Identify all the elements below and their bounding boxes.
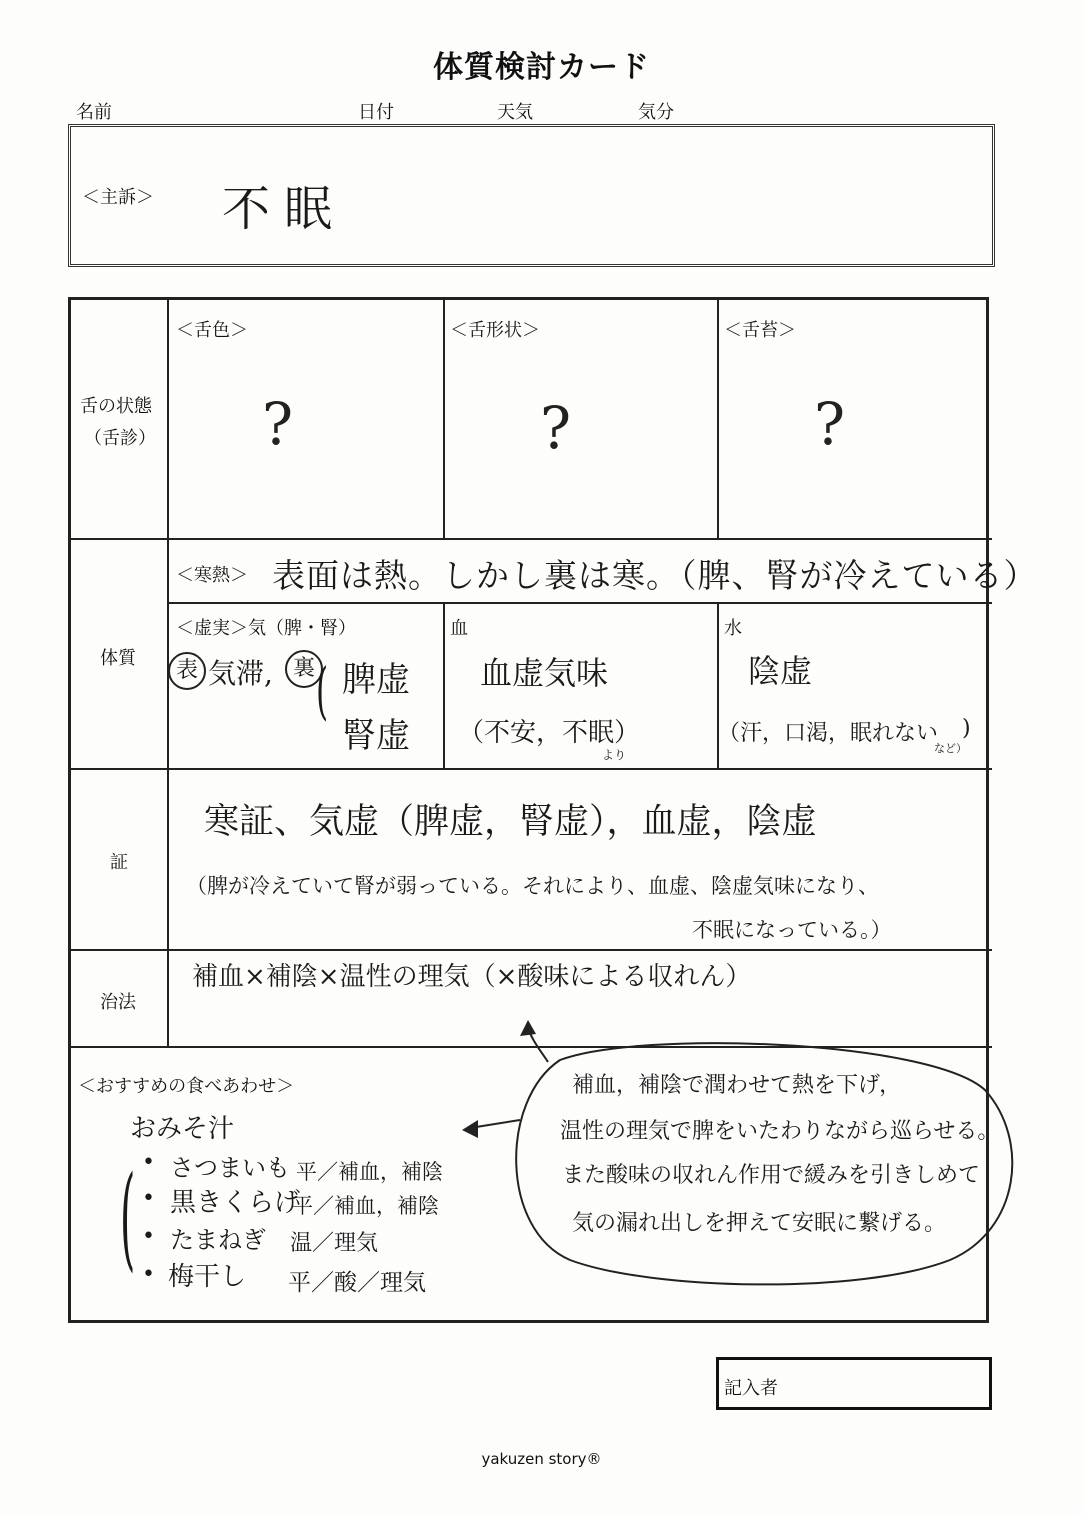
- ki-kidney: 腎虚: [342, 716, 410, 756]
- chief-complaint-value: 不眠: [222, 181, 347, 237]
- food-item-props: 平／補血，補陰: [292, 1194, 439, 1218]
- weather-label: 天気: [497, 102, 533, 123]
- diagnosis-note-2: 不眠になっている。）: [692, 918, 892, 942]
- date-label: 日付: [358, 102, 394, 123]
- blood-note: （不安，不眠）: [458, 718, 641, 748]
- water-note: （汗，口渇，眠れない: [718, 721, 939, 746]
- ki-bracket-icon: (: [316, 654, 329, 727]
- recorder-label: 記入者: [724, 1378, 778, 1399]
- arrow-up-icon: [520, 1020, 536, 1036]
- tongue-shape-label: ＜舌形状＞: [450, 320, 540, 341]
- bubble-line: 気の漏れ出しを押えて安眠に繋げる。: [572, 1211, 947, 1236]
- treatment-row-label: 治法: [100, 992, 136, 1013]
- food-item-name: たまねぎ: [170, 1226, 266, 1254]
- water-note-small: など）: [934, 742, 967, 755]
- tongue-row-sublabel: （舌診）: [84, 428, 156, 449]
- form-title: 体質検討カード: [433, 50, 650, 85]
- water-value: 陰虚: [748, 652, 813, 690]
- ki-ura-circled: 裏: [285, 650, 323, 688]
- footer-brand: yakuzen story®: [481, 1450, 602, 1468]
- bubble-line: 温性の理気で脾をいたわりながら巡らせる。: [560, 1119, 1000, 1144]
- ki-stagnation: 気滞,: [208, 657, 273, 690]
- water-note-close: ): [962, 716, 971, 741]
- arrow-left-icon: [462, 1120, 478, 1138]
- bubble-line: また酸味の収れん作用で緩みを引きしめて: [562, 1163, 981, 1188]
- mood-label: 気分: [638, 102, 674, 123]
- constitution-row-label: 体質: [100, 648, 136, 669]
- chief-complaint-label: ＜主訴＞: [82, 187, 154, 208]
- tongue-row-label: 舌の状態: [80, 396, 152, 417]
- kyojitsu-label: ＜虚実＞気（脾・腎）: [176, 618, 356, 639]
- tongue-color-value: ?: [262, 390, 294, 458]
- cold-heat-value: 表面は熱。しかし裏は寒。（脾、腎が冷えている）: [272, 556, 1038, 595]
- ki-spleen: 脾虚: [342, 660, 410, 700]
- diagnosis-note-1: （脾が冷えていて腎が弱っている。それにより、血虚、陰虚気味になり、: [186, 874, 879, 898]
- food-bullet-icon: •: [142, 1224, 155, 1249]
- blood-label: 血: [450, 618, 468, 639]
- food-item-props: 温／理気: [290, 1231, 379, 1256]
- water-label: 水: [724, 618, 742, 639]
- food-dish: おみそ汁: [130, 1114, 235, 1144]
- food-bracket-icon: (: [120, 1153, 136, 1283]
- tongue-shape-value: ?: [540, 394, 572, 462]
- diagnosis-main: 寒証、気虚（脾虚，腎虚），血虚，陰虚: [204, 802, 817, 842]
- food-item-props: 平／補血，補陰: [296, 1160, 443, 1184]
- tongue-color-label: ＜舌色＞: [176, 320, 248, 341]
- food-item-name: さつまいも: [170, 1154, 290, 1182]
- food-item-name: 梅干し: [168, 1262, 247, 1292]
- food-bullet-icon: •: [142, 1262, 155, 1287]
- food-bullet-icon: •: [142, 1186, 155, 1211]
- diagnosis-row-label: 証: [110, 852, 128, 873]
- cold-heat-label: ＜寒熱＞: [176, 565, 248, 586]
- food-item-name: 黒きくらげ: [170, 1188, 301, 1218]
- bubble-line: 補血，補陰で潤わせて熱を下げ，: [572, 1073, 902, 1098]
- blood-note-small: より: [602, 748, 627, 762]
- blood-value: 血虚気味: [480, 654, 609, 692]
- food-label: ＜おすすめの食べあわせ＞: [78, 1076, 295, 1097]
- food-item-props: 平／酸／理気: [288, 1270, 426, 1296]
- treatment-value: 補血×補陰×温性の理気（×酸味による収れん）: [192, 962, 752, 992]
- tongue-coat-label: ＜舌苔＞: [724, 320, 796, 341]
- food-bullet-icon: •: [142, 1150, 155, 1175]
- name-label: 名前: [76, 102, 112, 123]
- ki-omote-circled: 表: [168, 652, 206, 690]
- tongue-coat-value: ?: [814, 390, 846, 458]
